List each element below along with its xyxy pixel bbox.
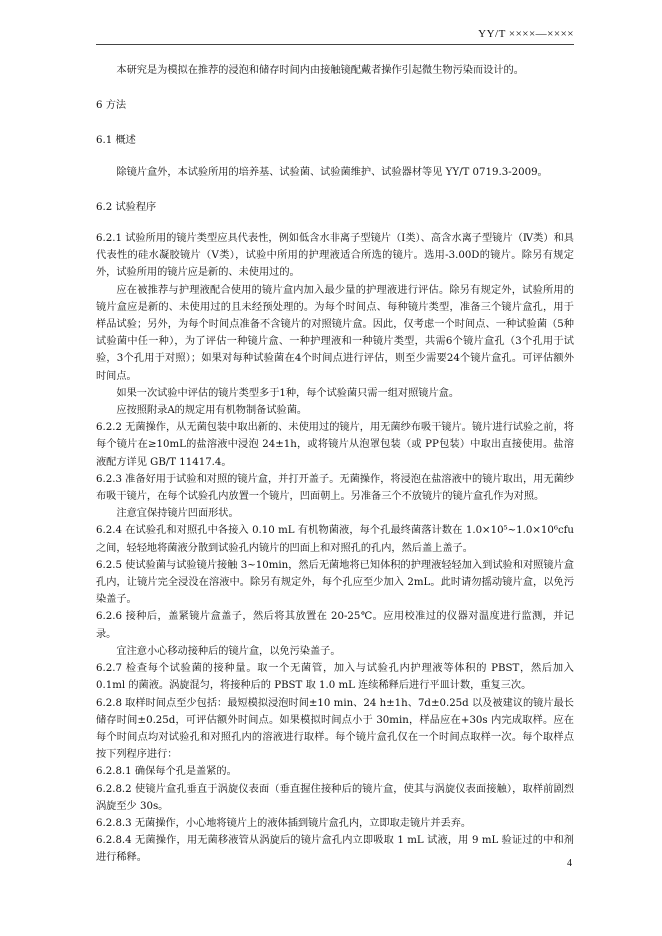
clause-6-2-8-3: 6.2.8.3 无菌操作，小心地将镜片上的液体插到镜片盒孔内，立即取走镜片并丢弃。 — [96, 817, 472, 829]
clause-6-2-2: 6.2.2 无菌操作，从无菌包装中取出新的、未使用过的镜片，用无菌纱布吸干镜片。镜片进行试验之前，将每个镜片在≥10mL的盐溶液中浸泡 24±1h，或将镜片从泡罩包装（或 PP包装）中取出直接使用。盐溶液配方详见 GB/T 11417.4。 — [96, 422, 574, 468]
clause-6-2-1-para-2: 应在被推荐与护理液配合使用的镜片盒内加入最少量的护理液进行评估。除另有规定外，试验所用的镜片盒应是新的、未使用过的且未经预处理的。为每个时间点、每种镜片类型，准备三个镜片盒孔，用于样品试验；另外，为每个时间点准备不含镜片的对照镜片盒。因此，仅考虑一个时间点、一种试验菌（5种试验菌中任一种），为了评估一种镜片盒、一种护理液和一种镜片类型，共需6个镜片盒孔（3个孔用于试验，3个孔用于对照）；如果对每种试验菌在4个时间点进行评估，则至少需要24个镜片盒孔。可评估额外时间点。 — [96, 284, 574, 382]
section-6-1-heading: 6.1 概述 — [96, 135, 136, 147]
section-6-1-text: 除镜片盒外，本试验所用的培养基、试验菌、试验菌维护、试验器材等见 YY/T 0719.3-2009。 — [116, 166, 548, 178]
clause-6-2-3: 6.2.3 准备好用于试验和对照的镜片盒，并打开盖子。无菌操作，将浸泡在盐溶液中的镜片取出，用无菌纱布吸干镜片，在每个试验孔内放置一个镜片，凹面朝上。另准备三个不放镜片的镜片盒孔作为对照。 — [96, 473, 574, 503]
intro-paragraph: 本研究是为模拟在推荐的浸泡和储存时间内由接触镜配戴者操作引起微生物污染而设计的。 — [116, 65, 524, 76]
clause-6-2-8-4: 6.2.8.4 无菌操作，用无菌移液管从涡旋后的镜片盒孔内立即吸取 1 mL 试液，用 9 mL 验证过的中和剂进行稀释。 — [96, 835, 574, 864]
section-6-2-heading: 6.2 试验程序 — [96, 201, 157, 213]
standard-code-header: YY/T ××××—×××× — [478, 28, 574, 40]
page-number: 4 — [567, 858, 572, 869]
clause-6-2-8: 6.2.8 取样时间点至少包括：最短模拟浸泡时间±10 min、24 h±1h、7d±0.25d 以及被建议的镜片最长储存时间±0.25d，可评估额外时间点。如果模拟时间点小于 30min，样品应在+30s 内完成取样。应在每个时间点均对试验孔和对照孔内的溶液进行取样。每个镜片盒孔仅在一个时间点取样一次。每个取样点按下列程序进行： — [96, 697, 574, 761]
section-6-heading: 6 方法 — [96, 100, 127, 112]
clause-6-2-6: 6.2.6 接种后，盖紧镜片盒盖子，然后将其放置在 20-25℃。应用校准过的仪器对温度进行监测，并记录。 — [96, 611, 574, 640]
clause-6-2-8-1: 6.2.8.1 确保每个孔是盖紧的。 — [96, 766, 237, 778]
clause-6-2-6-note: 宜注意小心移动接种后的镜片盒，以免污染盖子。 — [116, 645, 341, 657]
clause-6-2-1-para-3: 如果一次试验中评估的镜片类型多于1种，每个试验菌只需一组对照镜片盒。 — [116, 387, 460, 399]
header-divider — [96, 44, 574, 45]
clause-6-2-8-2: 6.2.8.2 使镜片盒孔垂直于涡旋仪表面（垂直握住接种后的镜片盒，使其与涡旋仪表面接触），取样前剧烈涡旋至少 30s。 — [96, 783, 574, 812]
clause-6-2-1: 6.2.1 试验所用的镜片类型应具代表性，例如低含水非离子型镜片（Ⅰ类）、高含水离子型镜片（Ⅳ类）和具代表性的硅水凝胶镜片（Ⅴ类），试验中所用的护理液适合所选的镜片。选用-3.00D的镜片。除另有规定外，试验所用的镜片应是新的、未使用过的。 — [96, 233, 574, 279]
clause-6-2-1-para-4: 应按照附录A的规定用有机物制备试验菌。 — [116, 405, 308, 417]
clause-6-2-7: 6.2.7 检查每个试验菌的接种量。取一个无菌管，加入与试验孔内护理液等体积的 PBST，然后加入 0.1ml 的菌液。涡旋混匀，将接种后的 PBST 取 1.0 mL 连续稀释后进行平皿计数，重复三次。 — [96, 663, 574, 692]
clause-6-2-3-note: 注意宜保持镜片凹面形状。 — [116, 508, 239, 520]
document-body — [96, 62, 574, 867]
clause-6-2-5: 6.2.5 使试验菌与试验镜片接触 3~10min，然后无菌地将已知体积的护理液轻轻加入到试验和对照镜片盒孔内，让镜片完全浸没在溶液中。除另有规定外，每个孔应至少加入 2mL。此时请勿摇动镜片盒，以免污染盖子。 — [96, 559, 574, 606]
clause-6-2-4: 6.2.4 在试验孔和对照孔中各接入 0.10 mL 有机物菌液，每个孔最终菌落计数在 1.0×10⁵~1.0×10⁶cfu 之间，轻轻地将菌液分散到试验孔内镜片的凹面上和对照孔的孔内，然后盖上盖子。 — [96, 525, 574, 554]
